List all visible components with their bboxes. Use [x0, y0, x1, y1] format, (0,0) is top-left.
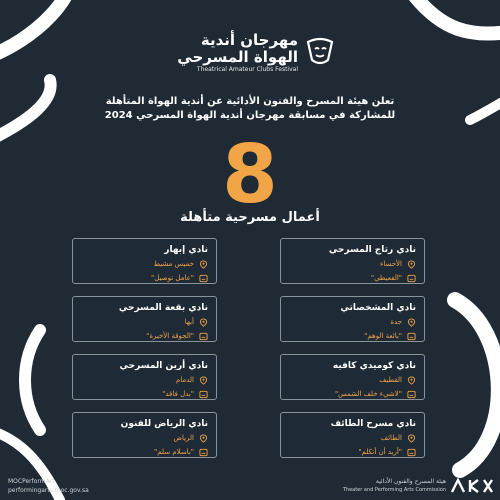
club-location: أبها [184, 318, 194, 326]
club-name: نادي مسرح الطائف [330, 419, 416, 429]
club-play: "الفعيطي" [370, 274, 402, 282]
deco-arc-bottom-left [25, 330, 40, 430]
club-location: الطائف [380, 434, 402, 442]
club-card [72, 238, 217, 284]
club-name: نادي المشخصاتي [340, 303, 416, 313]
club-card [280, 296, 425, 342]
club-card [280, 412, 425, 458]
club-card [280, 238, 425, 284]
club-card [72, 412, 217, 458]
deco-arc-top-left [0, 0, 72, 60]
commission-name-english: Theater and Performing Arts Commission [342, 487, 446, 493]
location-pin-icon [199, 434, 208, 443]
club-play: "أريد أن أتكلم" [358, 448, 402, 456]
commission-branding [324, 476, 494, 498]
deco-arc-bottom-right [455, 300, 499, 470]
club-card [72, 296, 217, 342]
theatre-masks-icon [199, 390, 208, 399]
theatre-masks-icon [199, 332, 208, 341]
location-pin-icon [407, 318, 416, 327]
deco-arc-right [470, 95, 500, 120]
social-handle[interactable]: MOCPerformArt [8, 478, 55, 485]
club-name: نادي بقعة المسرحي [118, 303, 208, 313]
location-pin-icon [199, 260, 208, 269]
announcement-text [40, 95, 460, 123]
theatre-masks-icon [407, 390, 416, 399]
club-location: جدة [390, 318, 402, 326]
club-play: "عامل توصيل" [151, 274, 194, 282]
qualified-count: 8 [222, 128, 278, 221]
theatre-masks-icon [199, 274, 208, 283]
club-location: الرياض [173, 434, 194, 442]
club-play: "لاشيء خلف الشمس" [334, 390, 402, 398]
club-name: نادي كوميدي كافيه [332, 361, 416, 371]
club-location: القطيف [379, 376, 402, 384]
website-link[interactable]: performingarts.moc.gov.sa [8, 487, 89, 494]
location-pin-icon [407, 434, 416, 443]
club-location: الأحساء [380, 260, 402, 268]
club-play: "الجوقة الأخيرة" [146, 332, 194, 340]
logo-arabic-title [138, 32, 298, 66]
club-name: نادي الرياض للفنون [120, 419, 208, 429]
club-play: "بائعة الوهم" [364, 332, 402, 340]
theatre-masks-icon [407, 332, 416, 341]
commission-name-arabic: هيئة المسرح والفنون الأدائية [375, 478, 446, 485]
festival-logo [138, 32, 368, 82]
club-card [72, 354, 217, 400]
announcement-line1: تعلن هيئة المسرح والفنون الأدائية عن أندية الهواة المتأهلة [105, 96, 395, 107]
club-location: الدمام [176, 376, 194, 384]
club-play: "بدل فاقد" [162, 390, 194, 398]
footer [0, 475, 500, 500]
theatre-masks-icon [407, 448, 416, 457]
deco-arc-top-right [410, 0, 500, 34]
festival-logo-icon [302, 34, 338, 70]
club-name: نادي أرين المسرحي [119, 361, 208, 371]
location-pin-icon [199, 318, 208, 327]
club-location: خميس مشيط [153, 260, 194, 268]
logo-english-title: Theatrical Amateur Clubs Festival [196, 66, 298, 73]
location-pin-icon [199, 376, 208, 385]
club-name: نادي إبهار [164, 245, 208, 255]
club-name: نادي رتاج المسرحي [328, 245, 416, 255]
logo-arabic-line2: الهواة المسرحي [177, 48, 298, 66]
theatre-masks-icon [407, 274, 416, 283]
logo-arabic-line1: مهرجان أندية [200, 31, 298, 49]
qualified-subtitle: أعمال مسرحية متأهلة [180, 210, 320, 225]
announcement-line2: للمشاركة في مسابقة مهرجان أندية الهواة المسرحي 2024 [104, 110, 396, 121]
theatre-masks-icon [199, 448, 208, 457]
club-card [280, 354, 425, 400]
commission-logo-icon [450, 478, 494, 494]
location-pin-icon [407, 376, 416, 385]
club-play: "باسلام سلم" [154, 448, 194, 456]
location-pin-icon [407, 260, 416, 269]
footer-links [8, 477, 89, 495]
